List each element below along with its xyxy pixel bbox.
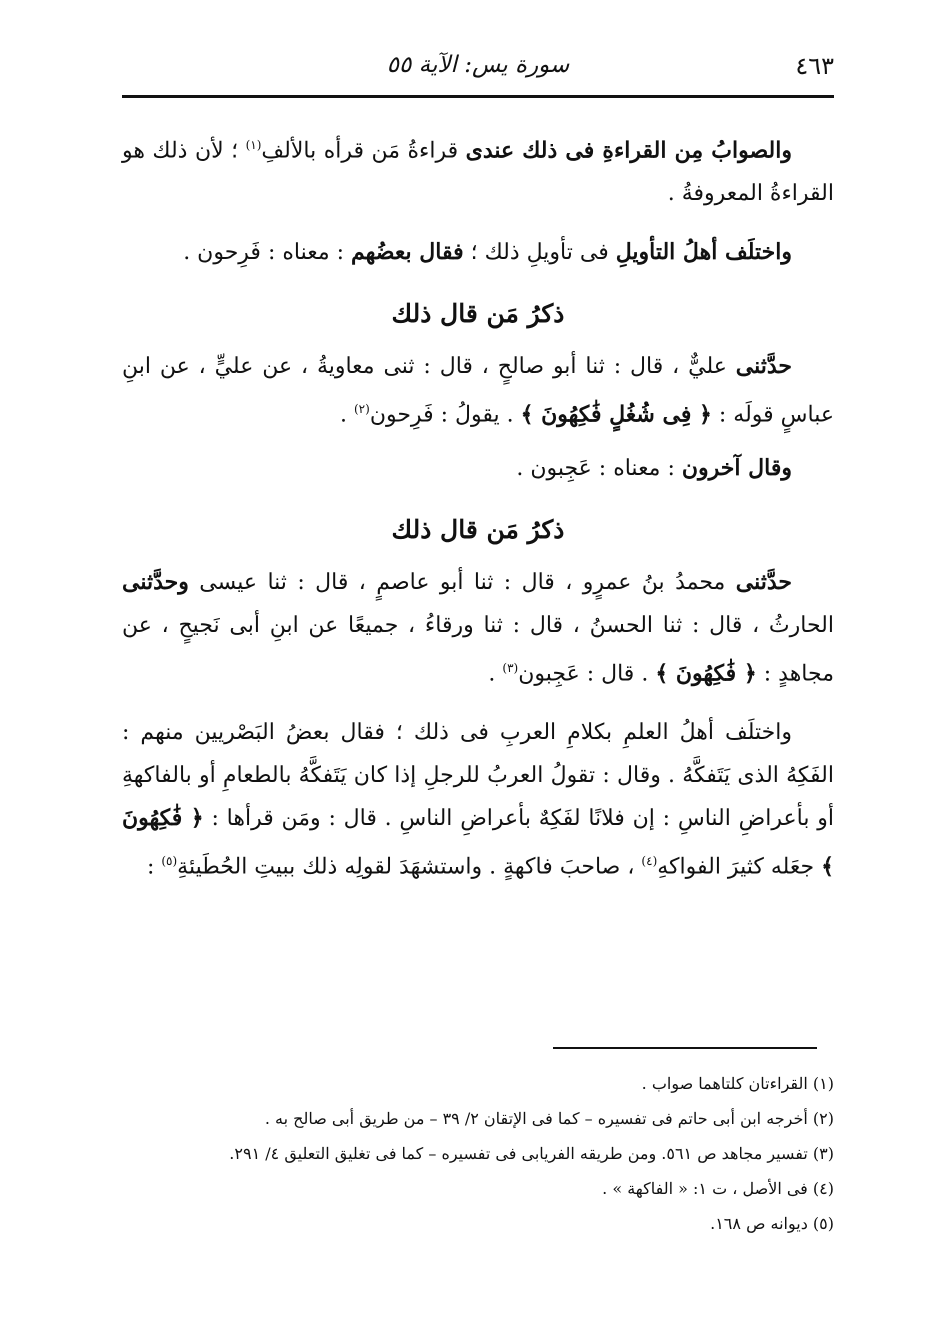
footnote-3: (٣) تفسير مجاهد ص ٥٦١. ومن طريقه الفريابى فى تفسيره – كما فى تغليق التعليق ٤/ ٢٩١. [229, 1144, 834, 1163]
page-header [122, 48, 834, 88]
bold-phrase: وحدَّثنى [122, 568, 189, 595]
header-rule [122, 95, 834, 98]
bold-phrase: والصوابُ مِن القراءةِ فى ذلك عندى [465, 137, 792, 164]
text-run: : معناه : فَرِحون . [183, 240, 352, 266]
text-run: عليٌّ ، قال : ثنا أبو صالحٍ ، قال : ثنى معاويةُ ، عن عليٍّ ، عن ابنِ عباسٍ قولَه : [122, 354, 834, 428]
text-run: . قال : عَجِبون [518, 660, 656, 686]
footnotes [122, 1066, 834, 1241]
text-run: : [146, 854, 162, 880]
footnote-2: (٢) أخرجه ابن أبى حاتم فى تفسيره – كما فى الإتقان ٢/ ٣٩ – من طريق أبى صالح به . [264, 1109, 834, 1128]
text-run: قراءةُ مَن قرأه بالألفِ [261, 138, 466, 164]
footnote-marker-4: (٤) [641, 853, 658, 868]
text-run: واختلَف أهلُ العلمِ بكلامِ العربِ فى ذلك ؛ فقال بعضُ البَصْريين منهم : الفَكِهُ الذى يَتَفكَّهُ . وقال : تقولُ العربُ للرجلِ إذا كان يَتَفكَّهُ بالطعامِ أو بالفاكهةِ أو بأعراضِ الناسِ : إن فلانًا لفَكِهٌ بأعراضِ الناسِ . قال : ومَن قرأها : [122, 719, 834, 831]
text-run: . [339, 402, 354, 428]
footnote-4: (٤) فى الأصل ، ت ١: « الفاكهة » . [602, 1179, 834, 1198]
footnote-marker-2: (٢) [353, 402, 370, 417]
footnote-marker-3: (٣) [502, 660, 519, 675]
bold-phrase: فقال بعضُهم [351, 239, 464, 266]
paragraph-1 [122, 124, 834, 215]
bold-phrase: حدَّثنى [735, 353, 792, 380]
text-run: جعَله كثيرَ الفواكهِ [657, 854, 822, 880]
paragraph-4 [122, 447, 834, 490]
section-heading-2: ذكرُ مَن قال ذلك [391, 514, 565, 544]
footnote-1: (١) القراءتان كلتاهما صواب . [641, 1074, 834, 1093]
paragraph-3 [122, 345, 834, 436]
main-text [122, 124, 834, 888]
paragraph-6 [122, 711, 834, 888]
text-run: ، صاحبَ فاكهةٍ . واستشهَدَ لقولِه ذلك ببيتِ الحُطَيئةِ [177, 854, 642, 880]
text-run: . [488, 660, 503, 686]
text-run: . يقولُ : فَرِحون [369, 402, 521, 428]
footnote-separator [553, 1047, 817, 1049]
paragraph-5 [122, 561, 834, 695]
section-heading-1: ذكرُ مَن قال ذلك [391, 299, 565, 329]
quran-quote: ﴿ فَٰكِهُونَ ﴾ [122, 804, 834, 880]
page-number: ٤٦٣ [795, 52, 834, 80]
footnote-marker-5: (٥) [161, 853, 178, 868]
bold-phrase: حدَّثنى [735, 568, 792, 595]
text-run: فى تأويلِ ذلك ؛ [463, 240, 616, 266]
bold-phrase: واختلَف أهلُ التأويلِ [615, 239, 792, 266]
bold-phrase: وقال آخرون [681, 454, 792, 481]
quran-quote: ﴿ فَٰكِهُونَ ﴾ [655, 659, 757, 686]
paragraph-2 [122, 231, 834, 274]
text-run: محمدُ بنُ عمرٍو ، قال : ثنا أبو عاصمٍ ، قال : ثنا عيسى [188, 569, 736, 595]
footnote-marker-1: (١) [245, 138, 262, 152]
footnote-5: (٥) ديوانه ص ١٦٨. [710, 1214, 834, 1233]
quran-quote: ﴿ فِى شُغُلٍ فَٰكِهُونَ ﴾ [520, 401, 712, 428]
text-run: ؛ لأن ذلك هو القراءةُ المعروفةُ . [122, 138, 834, 207]
text-run: الحارثُ ، قال : ثنا الحسنُ ، قال : ثنا ورقاءُ ، جميعًا عن ابنِ أبى نَجيحٍ ، عن مجاهدٍ : [122, 612, 834, 686]
text-run: : معناه : عَجِبون . [516, 455, 682, 481]
running-title: سورة يس: الآية ٥٥ [386, 52, 570, 78]
